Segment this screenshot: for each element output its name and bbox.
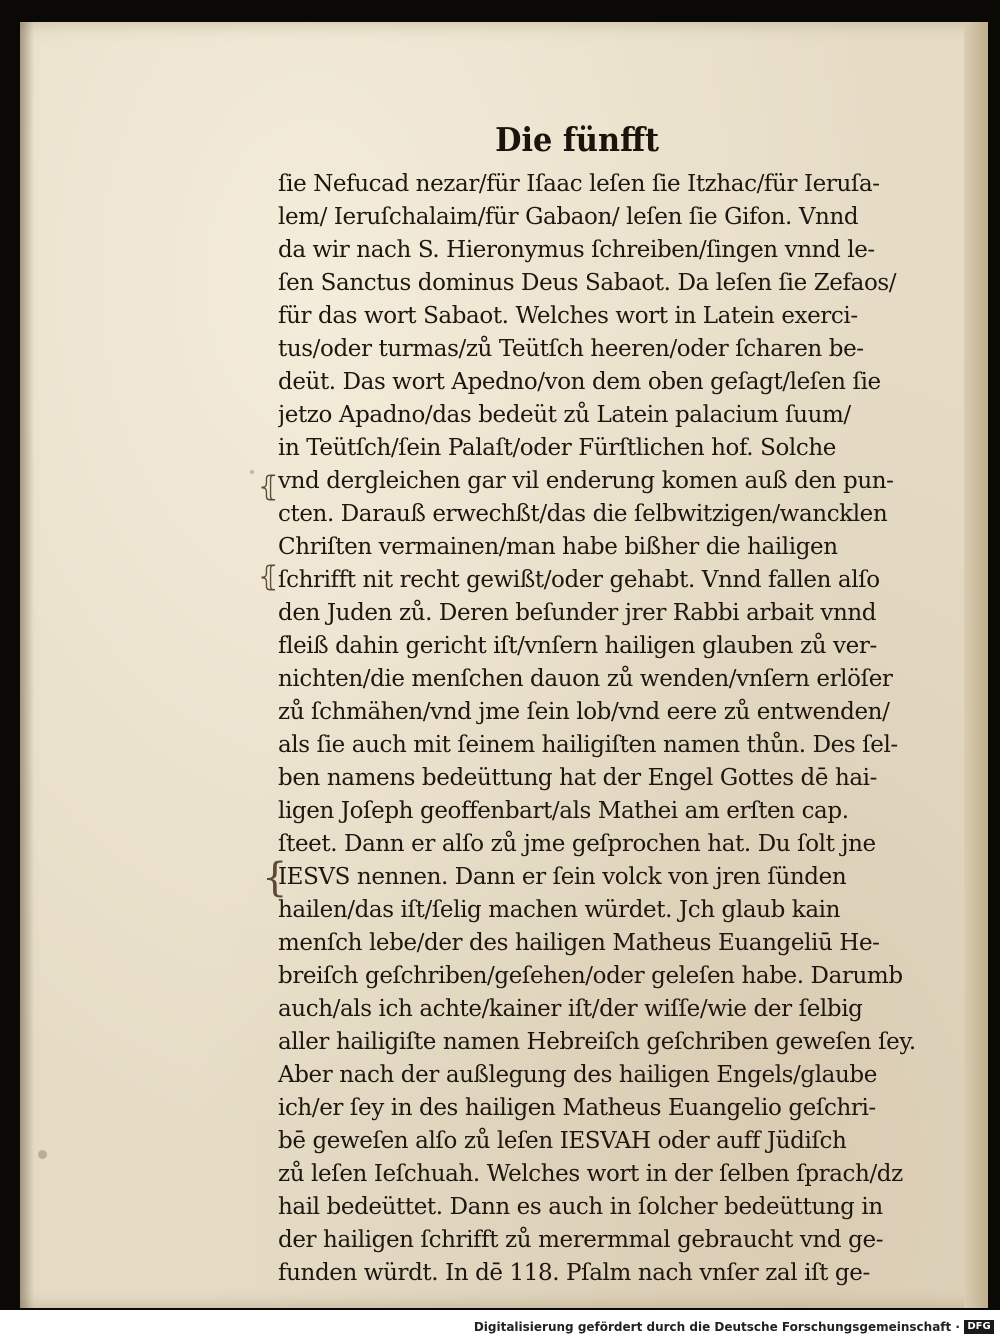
text-line: funden würdt. In dē 118. Pſalm nach vnſer zal iſt ge- [278, 1260, 870, 1286]
text-line: ſchrifft nit recht gewißt/oder gehabt. Vnnd fallen alſo [278, 567, 880, 593]
body-text [278, 168, 928, 1290]
text-line: hail bedeüttet. Dann es auch in ſolcher bedeüttung in [278, 1194, 883, 1220]
text-line: in Teütſch/ſein Palaſt/oder Fürſtlichen hof. Solche [278, 435, 836, 461]
text-line: als ſie auch mit ſeinem hailigiſten namen thůn. Des ſel- [278, 732, 898, 758]
text-line: IESVS nennen. Dann er ſein volck von jren ſünden [278, 864, 847, 890]
margin-bracket-lower: { [262, 855, 288, 901]
page-edge [964, 22, 988, 1308]
text-line: da wir nach S. Hieronymus ſchreiben/ſingen vnnd le- [278, 237, 875, 263]
text-line: ben namens bedeüttung hat der Engel Gottes dē hai- [278, 765, 878, 791]
digitization-credit: Digitalisierung gefördert durch die Deutsche Forschungsgemeinschaft · [473, 1320, 960, 1334]
text-line: ſen Sanctus dominus Deus Sabaot. Da leſen ſie Zefaos/ [278, 270, 897, 296]
text-line: menſch lebe/der des hailigen Matheus Euangeliū He- [278, 930, 880, 956]
text-line: aller hailigiſte namen Hebreiſch geſchriben geweſen ſey. [278, 1029, 916, 1055]
text-line: Chriſten vermainen/man habe bißher die hailigen [278, 534, 838, 560]
text-line: vnd dergleichen gar vil enderung komen auß den pun- [278, 468, 894, 494]
text-line: breiſch geſchriben/geſehen/oder geleſen habe. Darumb [278, 963, 903, 989]
text-line: jetzo Apadno/das bedeüt zů Latein palacium ſuum/ [278, 402, 851, 428]
text-line: lem/ Ieruſchalaim/für Gabaon/ leſen ſie Gifon. Vnnd [278, 204, 859, 230]
text-line: ſteet. Dann er alſo zů jme geſprochen hat. Du ſolt jne [278, 831, 876, 857]
text-line: zů leſen Ieſchuah. Welches wort in der ſelben ſprach/dz [278, 1161, 903, 1187]
text-line: tus/oder turmas/zů Teütſch heeren/oder ſcharen be- [278, 336, 864, 362]
text-line: bē geweſen alſo zů leſen IESVAH oder auff Jüdiſch [278, 1128, 847, 1154]
text-line: Aber nach der außlegung des hailigen Engels/glaube [278, 1062, 877, 1088]
paper-stain [38, 1150, 47, 1159]
text-line: cten. Darauß erwechßt/das die ſelbwitzigen/wancklen [278, 501, 888, 527]
dfg-logo: DFG [964, 1320, 994, 1334]
text-line: ſie Nefucad nezar/für Iſaac leſen ſie Itzhac/für Ieruſa- [278, 171, 880, 197]
text-line: für das wort Sabaot. Welches wort in Latein exerci- [278, 303, 858, 329]
gutter-shadow [20, 22, 34, 1308]
running-head: Die fünfft [495, 120, 660, 159]
text-line: hailen/das iſt/ſelig machen würdet. Jch glaub kain [278, 897, 841, 923]
margin-bracket-middle: ⦃ [258, 560, 279, 593]
text-line: deüt. Das wort Apedno/von dem oben geſagt/leſen ſie [278, 369, 881, 395]
text-line: auch/als ich achte/kainer iſt/der wiſſe/wie der ſelbig [278, 996, 863, 1022]
text-line: zů ſchmähen/vnd jme ſein lob/vnd eere zů entwenden/ [278, 699, 890, 725]
margin-bracket-upper: ⦃ [258, 470, 279, 503]
text-line: ich/er ſey in des hailigen Matheus Euangelio geſchri- [278, 1095, 876, 1121]
text-line: ligen Joſeph geoffenbart/als Mathei am erſten cap. [278, 798, 849, 824]
paper-stain [250, 470, 254, 474]
text-line: nichten/die menſchen dauon zů wenden/vnſern erlöſer [278, 666, 893, 692]
text-line: fleiß dahin gericht iſt/vnſern hailigen glauben zů ver- [278, 633, 877, 659]
text-line: den Juden zů. Deren beſunder jrer Rabbi arbait vnnd [278, 600, 877, 626]
text-line: der hailigen ſchrifft zů merermmal gebraucht vnd ge- [278, 1227, 884, 1253]
